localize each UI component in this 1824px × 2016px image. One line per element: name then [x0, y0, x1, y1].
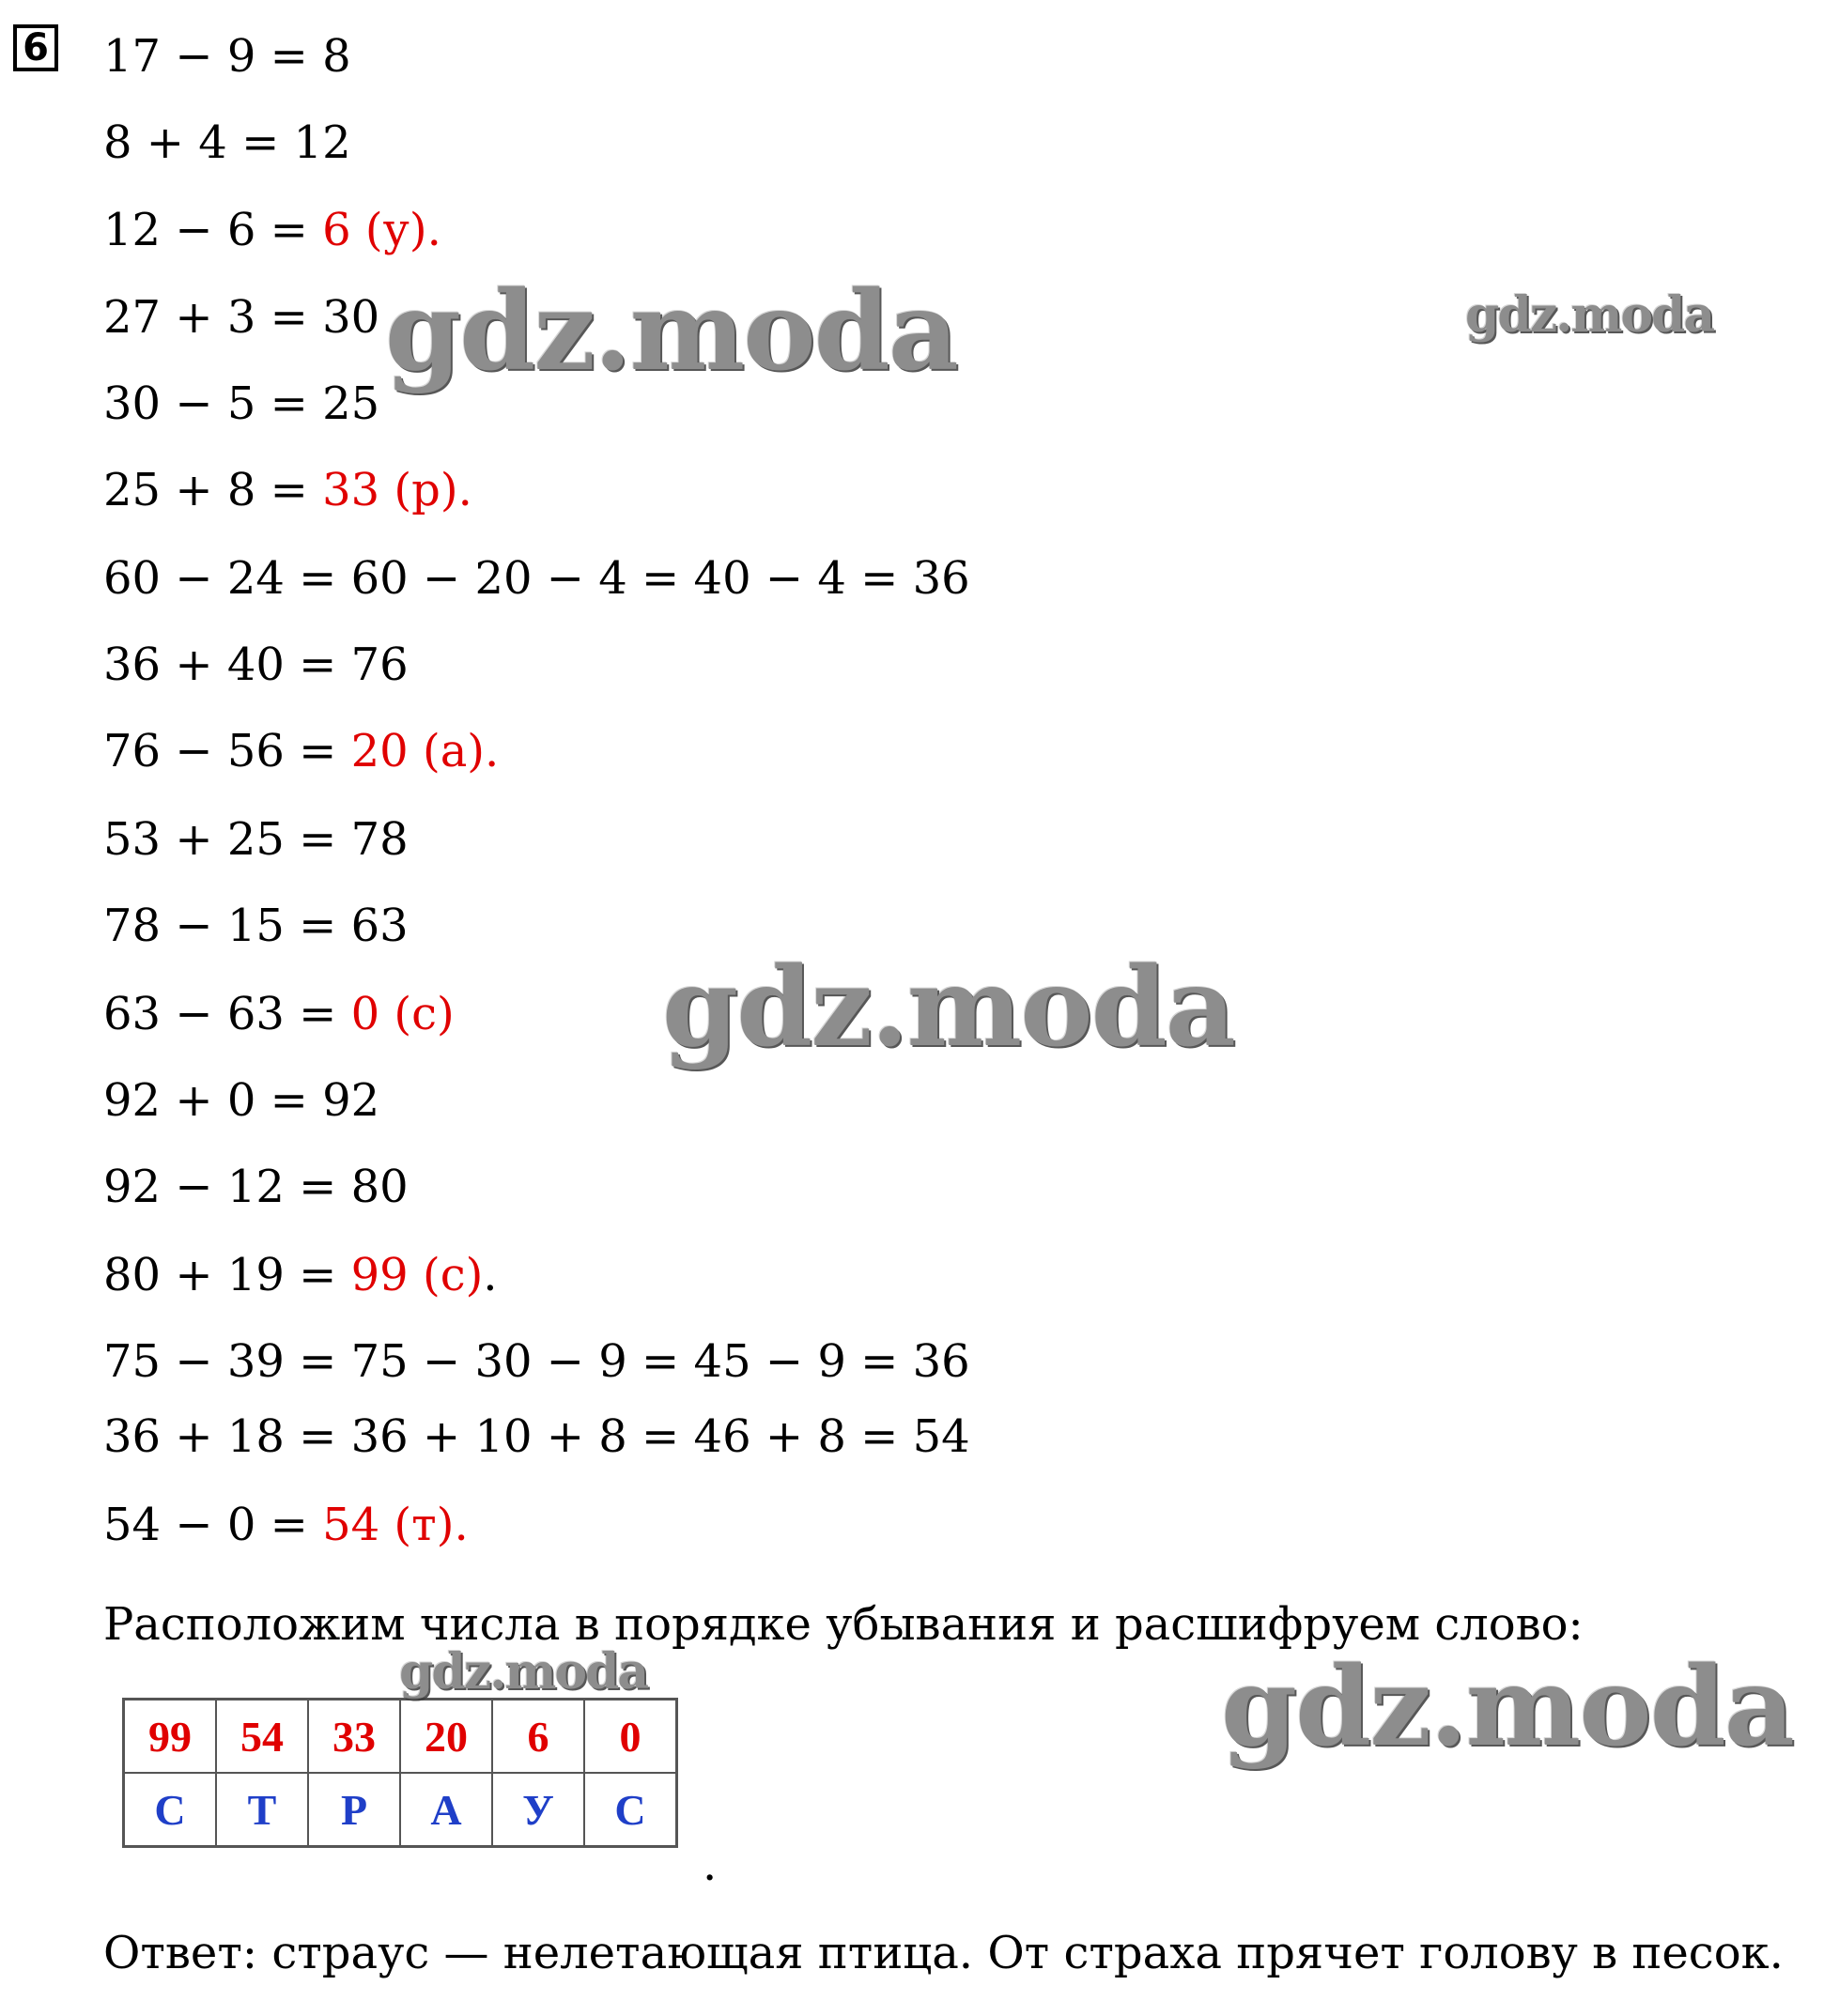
letter-cell: С [124, 1773, 217, 1847]
equation-text: 25 + 8 = [103, 464, 323, 516]
equation-text: 36 + 18 = 36 + 10 + 8 = 46 + 8 = 54 [103, 1410, 970, 1463]
equation-line [103, 1159, 409, 1215]
equation-line [103, 462, 472, 518]
equation-text: 17 − 9 = 8 [103, 30, 351, 83]
equation-answer: 0 (с) [350, 988, 455, 1040]
equation-line [103, 115, 351, 171]
equation-text: 60 − 24 = 60 − 20 − 4 = 40 − 4 = 36 [103, 552, 970, 605]
number-cell: 6 [492, 1700, 584, 1774]
letters-row [124, 1773, 677, 1847]
equation-answer: 54 (т). [322, 1499, 469, 1551]
equation-tail: . [483, 1249, 498, 1301]
equation-text: 54 − 0 = [103, 1499, 323, 1551]
equation-text: 12 − 6 = [103, 204, 323, 256]
equation-text: 36 + 40 = 76 [103, 639, 409, 691]
equation-line [103, 986, 455, 1042]
equation-answer: 99 (с) [350, 1249, 484, 1301]
equation-text: 92 − 12 = 80 [103, 1161, 409, 1213]
equation-line [103, 1497, 469, 1553]
equation-text: 92 + 0 = 92 [103, 1074, 380, 1127]
equation-line [103, 1072, 379, 1129]
task-number-badge: 6 [13, 24, 58, 71]
table-end-mark: . [703, 1839, 718, 1891]
equation-text: 76 − 56 = [103, 725, 351, 777]
equation-line [103, 637, 409, 693]
equation-line [103, 811, 409, 868]
equation-line [103, 898, 409, 954]
equation-line [103, 202, 441, 258]
equation-line [103, 723, 499, 779]
equation-text: 63 − 63 = [103, 988, 351, 1040]
number-cell: 99 [124, 1700, 217, 1774]
watermark: gdz.moda [399, 1643, 648, 1701]
watermark: gdz.moda [1465, 286, 1714, 344]
letter-cell: А [400, 1773, 492, 1847]
watermark: gdz.moda [662, 944, 1234, 1071]
decode-table [122, 1698, 678, 1848]
equation-answer: 20 (а). [350, 725, 500, 777]
equation-text: 75 − 39 = 75 − 30 − 9 = 45 − 9 = 36 [103, 1335, 970, 1388]
equation-text: 53 + 25 = 78 [103, 813, 409, 866]
number-cell: 54 [216, 1700, 308, 1774]
equation-line [103, 28, 351, 85]
equation-line [103, 1333, 970, 1390]
equation-answer: 33 (р). [322, 464, 472, 516]
equation-line [103, 289, 379, 346]
equation-line [103, 550, 970, 607]
number-cell: 0 [584, 1700, 677, 1774]
equation-text: 78 − 15 = 63 [103, 900, 409, 952]
letter-cell: Т [216, 1773, 308, 1847]
equation-text: 8 + 4 = 12 [103, 116, 351, 169]
equation-line [103, 1247, 498, 1303]
numbers-row [124, 1700, 677, 1774]
instruction-text: Расположим числа в порядке убывания и расшифруем слово: [103, 1598, 1584, 1651]
watermark: gdz.moda [1221, 1643, 1793, 1771]
watermark: gdz.moda [385, 268, 957, 395]
equation-text: 80 + 19 = [103, 1249, 351, 1301]
equation-line [103, 376, 379, 432]
letter-cell: У [492, 1773, 584, 1847]
answer-text: Ответ: страус — нелетающая птица. От страха прячет голову в песок. [103, 1927, 1784, 1979]
equation-answer: 6 (у). [322, 204, 441, 256]
equation-line [103, 1408, 970, 1465]
letter-cell: Р [308, 1773, 400, 1847]
equation-text: 27 + 3 = 30 [103, 291, 380, 344]
number-cell: 20 [400, 1700, 492, 1774]
letter-cell: С [584, 1773, 677, 1847]
equation-text: 30 − 5 = 25 [103, 377, 380, 430]
number-cell: 33 [308, 1700, 400, 1774]
